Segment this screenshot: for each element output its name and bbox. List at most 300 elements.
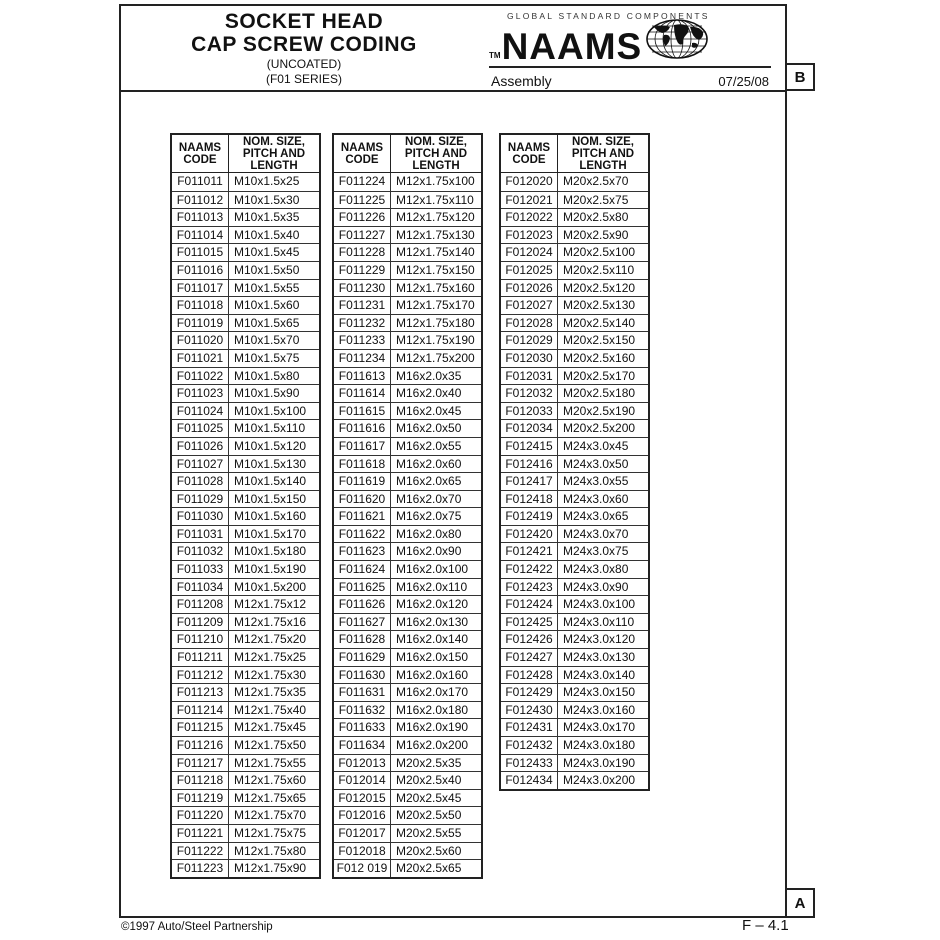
naams-code-cell: F012014 bbox=[334, 772, 391, 789]
naams-code-cell: F011034 bbox=[172, 579, 229, 596]
table-row bbox=[334, 789, 481, 807]
naams-code-cell: F011633 bbox=[334, 719, 391, 736]
naams-code-cell: F011632 bbox=[334, 702, 391, 719]
naams-code-cell: F011627 bbox=[334, 614, 391, 631]
table-row bbox=[334, 437, 481, 455]
naams-code-cell: F012 019 bbox=[334, 860, 391, 877]
table-row bbox=[334, 578, 481, 596]
table-row bbox=[172, 208, 319, 226]
size-pitch-length-cell: M20x2.5x110 bbox=[563, 262, 635, 277]
size-pitch-length-cell: M20x2.5x45 bbox=[396, 790, 462, 805]
naams-code-cell: F012031 bbox=[501, 368, 558, 385]
table-row bbox=[334, 666, 481, 684]
naams-code-cell: F011021 bbox=[172, 350, 229, 367]
naams-code-cell: F011020 bbox=[172, 332, 229, 349]
naams-code-cell: F011214 bbox=[172, 702, 229, 719]
size-pitch-length-cell: M16x2.0x65 bbox=[396, 474, 462, 489]
naams-code-cell: F012024 bbox=[501, 244, 558, 261]
size-pitch-length-cell: M10x1.5x120 bbox=[234, 438, 307, 453]
table-row bbox=[334, 630, 481, 648]
naams-code-cell: F011224 bbox=[334, 173, 391, 191]
naams-code-cell: F011032 bbox=[172, 543, 229, 560]
size-pitch-length-cell: M24x3.0x50 bbox=[563, 456, 629, 471]
table-row bbox=[501, 191, 648, 209]
table-row bbox=[334, 331, 481, 349]
size-pitch-length-cell: M24x3.0x170 bbox=[563, 720, 636, 735]
table-row bbox=[501, 542, 648, 560]
table-row bbox=[172, 173, 319, 191]
column-header-size: NOM. SIZE, PITCH AND LENGTH bbox=[404, 135, 468, 172]
table-row bbox=[172, 331, 319, 349]
size-pitch-length-cell: M24x3.0x200 bbox=[563, 773, 636, 788]
size-pitch-length-cell: M12x1.75x16 bbox=[234, 614, 307, 629]
naams-code-cell: F012029 bbox=[501, 332, 558, 349]
naams-code-cell: F011623 bbox=[334, 543, 391, 560]
table-row bbox=[334, 806, 481, 824]
globe-icon bbox=[646, 19, 708, 64]
table-row bbox=[501, 419, 648, 437]
naams-code-cell: F012013 bbox=[334, 755, 391, 772]
table-row bbox=[172, 578, 319, 596]
naams-code-cell: F012418 bbox=[501, 491, 558, 508]
naams-code-cell: F012034 bbox=[501, 420, 558, 437]
size-pitch-length-cell: M20x2.5x60 bbox=[396, 843, 462, 858]
table-row bbox=[334, 701, 481, 719]
size-pitch-length-cell: M10x1.5x60 bbox=[234, 298, 300, 313]
naams-code-cell: F011211 bbox=[172, 649, 229, 666]
naams-code-cell: F011216 bbox=[172, 737, 229, 754]
table-row bbox=[172, 455, 319, 473]
size-pitch-length-cell: M20x2.5x120 bbox=[563, 280, 636, 295]
table-row bbox=[334, 507, 481, 525]
size-pitch-length-cell: M20x2.5x140 bbox=[563, 315, 636, 330]
table-row bbox=[501, 384, 648, 402]
naams-code-cell: F011215 bbox=[172, 719, 229, 736]
size-pitch-length-cell: M10x1.5x150 bbox=[234, 491, 307, 506]
table-row bbox=[172, 824, 319, 842]
naams-code-cell: F011231 bbox=[334, 297, 391, 314]
size-pitch-length-cell: M24x3.0x45 bbox=[563, 438, 629, 453]
naams-code-cell: F011226 bbox=[334, 209, 391, 226]
revision-date: 07/25/08 bbox=[718, 74, 769, 89]
table-row bbox=[334, 243, 481, 261]
table-row bbox=[501, 630, 648, 648]
naams-code-cell: F012026 bbox=[501, 280, 558, 297]
size-pitch-length-cell: M10x1.5x80 bbox=[234, 368, 300, 383]
naams-code-cell: F012023 bbox=[501, 227, 558, 244]
naams-code-cell: F011220 bbox=[172, 807, 229, 824]
table-row bbox=[334, 490, 481, 508]
table-row bbox=[501, 173, 648, 191]
table-row bbox=[501, 648, 648, 666]
table-row bbox=[501, 455, 648, 473]
table-row bbox=[172, 648, 319, 666]
naams-code-cell: F011019 bbox=[172, 315, 229, 332]
table-row bbox=[501, 754, 648, 772]
table-row bbox=[334, 296, 481, 314]
size-pitch-length-cell: M10x1.5x35 bbox=[234, 210, 300, 225]
revision-badge: B bbox=[785, 63, 815, 91]
table-row bbox=[334, 349, 481, 367]
brand-logo-row bbox=[489, 19, 771, 66]
title-block-header bbox=[121, 6, 785, 92]
size-pitch-length-cell: M10x1.5x75 bbox=[234, 350, 300, 365]
size-pitch-length-cell: M20x2.5x190 bbox=[563, 403, 636, 418]
table-row bbox=[172, 666, 319, 684]
table-row bbox=[334, 754, 481, 772]
naams-code-cell: F011028 bbox=[172, 473, 229, 490]
naams-code-cell: F011222 bbox=[172, 843, 229, 860]
table-row bbox=[172, 191, 319, 209]
naams-code-cell: F011634 bbox=[334, 737, 391, 754]
naams-code-cell: F011015 bbox=[172, 244, 229, 261]
naams-code-cell: F011630 bbox=[334, 667, 391, 684]
table-row bbox=[172, 718, 319, 736]
size-pitch-length-cell: M16x2.0x100 bbox=[396, 562, 469, 577]
naams-code-cell: F011619 bbox=[334, 473, 391, 490]
size-pitch-length-cell: M20x2.5x35 bbox=[396, 755, 462, 770]
naams-code-cell: F012415 bbox=[501, 438, 558, 455]
naams-code-cell: F011228 bbox=[334, 244, 391, 261]
naams-code-cell: F011027 bbox=[172, 456, 229, 473]
table-row bbox=[172, 595, 319, 613]
naams-brand-block bbox=[489, 11, 771, 91]
subtitle-uncoated: (UNCOATED) bbox=[266, 57, 342, 71]
size-pitch-length-cell: M20x2.5x70 bbox=[563, 174, 629, 188]
column-header-naams-code: NAAMS CODE bbox=[501, 135, 558, 172]
table-row bbox=[334, 771, 481, 789]
table-row bbox=[172, 314, 319, 332]
naams-code-cell: F012434 bbox=[501, 772, 558, 789]
size-pitch-length-cell: M10x1.5x140 bbox=[234, 474, 307, 489]
naams-code-cell: F011208 bbox=[172, 596, 229, 613]
table-row bbox=[172, 490, 319, 508]
size-pitch-length-cell: M16x2.0x110 bbox=[396, 579, 468, 594]
size-pitch-length-cell: M12x1.75x70 bbox=[234, 808, 307, 823]
size-pitch-length-cell: M20x2.5x130 bbox=[563, 298, 636, 313]
size-pitch-length-cell: M24x3.0x190 bbox=[563, 755, 636, 770]
table-header bbox=[172, 135, 319, 173]
size-pitch-length-cell: M12x1.75x180 bbox=[396, 315, 475, 330]
document-title bbox=[149, 10, 459, 86]
naams-code-cell: F011227 bbox=[334, 227, 391, 244]
size-pitch-length-cell: M10x1.5x200 bbox=[234, 579, 307, 594]
naams-code-cell: F011024 bbox=[172, 403, 229, 420]
table-row bbox=[172, 349, 319, 367]
naams-code-cell: F012424 bbox=[501, 596, 558, 613]
table-row bbox=[334, 859, 481, 877]
size-pitch-length-cell: M12x1.75x140 bbox=[396, 245, 475, 260]
table-row bbox=[334, 402, 481, 420]
size-pitch-length-cell: M20x2.5x50 bbox=[396, 808, 462, 823]
naams-code-cell: F012017 bbox=[334, 825, 391, 842]
size-pitch-length-cell: M16x2.0x80 bbox=[396, 526, 462, 541]
table-row bbox=[334, 173, 481, 191]
table-row bbox=[172, 789, 319, 807]
column-header-naams-code: NAAMS CODE bbox=[172, 135, 229, 172]
naams-code-cell: F011014 bbox=[172, 227, 229, 244]
table-row bbox=[172, 754, 319, 772]
trademark-symbol: TM bbox=[489, 51, 501, 60]
size-pitch-length-cell: M12x1.75x50 bbox=[234, 738, 307, 752]
size-pitch-length-cell: M10x1.5x30 bbox=[234, 192, 300, 207]
naams-code-cell: F011213 bbox=[172, 684, 229, 701]
size-pitch-length-cell: M10x1.5x50 bbox=[234, 262, 300, 277]
size-pitch-length-cell: M16x2.0x200 bbox=[396, 738, 469, 752]
size-pitch-length-cell: M20x2.5x200 bbox=[563, 421, 636, 436]
size-pitch-length-cell: M16x2.0x140 bbox=[396, 632, 469, 647]
table-row bbox=[172, 296, 319, 314]
naams-code-cell: F012417 bbox=[501, 473, 558, 490]
table-row bbox=[172, 630, 319, 648]
table-row bbox=[501, 296, 648, 314]
table-row bbox=[334, 261, 481, 279]
table-row bbox=[501, 331, 648, 349]
size-pitch-length-cell: M24x3.0x140 bbox=[563, 667, 636, 682]
naams-code-cell: F012420 bbox=[501, 526, 558, 543]
table-row bbox=[334, 718, 481, 736]
table-row bbox=[172, 279, 319, 297]
size-pitch-length-cell: M20x2.5x160 bbox=[563, 350, 636, 365]
table-row bbox=[501, 437, 648, 455]
naams-code-cell: F011628 bbox=[334, 631, 391, 648]
size-pitch-length-cell: M12x1.75x120 bbox=[396, 210, 475, 225]
size-pitch-length-cell: M16x2.0x35 bbox=[396, 368, 462, 383]
size-pitch-length-cell: M12x1.75x190 bbox=[396, 333, 475, 348]
size-pitch-length-cell: M24x3.0x160 bbox=[563, 702, 636, 717]
table-row bbox=[501, 683, 648, 701]
size-pitch-length-cell: M12x1.75x20 bbox=[234, 632, 307, 647]
table-row bbox=[334, 314, 481, 332]
naams-code-cell: F011617 bbox=[334, 438, 391, 455]
size-pitch-length-cell: M10x1.5x180 bbox=[234, 544, 307, 559]
table-row bbox=[172, 419, 319, 437]
size-pitch-length-cell: M12x1.75x60 bbox=[234, 773, 307, 788]
naams-code-cell: F011012 bbox=[172, 192, 229, 209]
naams-code-cell: F011217 bbox=[172, 755, 229, 772]
size-pitch-length-cell: M12x1.75x90 bbox=[234, 861, 307, 876]
size-pitch-length-cell: M24x3.0x75 bbox=[563, 544, 629, 559]
size-pitch-length-cell: M24x3.0x180 bbox=[563, 738, 636, 752]
naams-code-cell: F011219 bbox=[172, 790, 229, 807]
naams-code-cell: F012423 bbox=[501, 579, 558, 596]
naams-code-cell: F012433 bbox=[501, 755, 558, 772]
size-pitch-length-cell: M16x2.0x40 bbox=[396, 386, 462, 401]
size-pitch-length-cell: M20x2.5x75 bbox=[563, 192, 629, 207]
table-body bbox=[334, 173, 481, 877]
size-pitch-length-cell: M12x1.75x35 bbox=[234, 685, 307, 700]
size-pitch-length-cell: M16x2.0x90 bbox=[396, 544, 462, 559]
naams-code-cell: F012018 bbox=[334, 843, 391, 860]
size-pitch-length-cell: M12x1.75x65 bbox=[234, 790, 307, 805]
size-pitch-length-cell: M10x1.5x70 bbox=[234, 333, 300, 348]
size-pitch-length-cell: M16x2.0x130 bbox=[396, 614, 469, 629]
naams-code-cell: F012429 bbox=[501, 684, 558, 701]
size-pitch-length-cell: M12x1.75x170 bbox=[396, 298, 475, 313]
naams-code-cell: F012431 bbox=[501, 719, 558, 736]
size-pitch-length-cell: M10x1.5x110 bbox=[234, 421, 306, 436]
size-pitch-length-cell: M24x3.0x100 bbox=[563, 597, 636, 612]
size-pitch-length-cell: M10x1.5x160 bbox=[234, 509, 307, 524]
size-pitch-length-cell: M10x1.5x170 bbox=[234, 526, 307, 541]
naams-code-cell: F011026 bbox=[172, 438, 229, 455]
naams-code-cell: F011221 bbox=[172, 825, 229, 842]
naams-code-cell: F012419 bbox=[501, 508, 558, 525]
size-pitch-length-cell: M24x3.0x90 bbox=[563, 579, 629, 594]
size-pitch-length-cell: M16x2.0x45 bbox=[396, 403, 462, 418]
table-row bbox=[334, 648, 481, 666]
size-pitch-length-cell: M10x1.5x55 bbox=[234, 280, 300, 295]
code-table-1 bbox=[170, 133, 321, 879]
table-header bbox=[501, 135, 648, 173]
size-pitch-length-cell: M12x1.75x25 bbox=[234, 650, 307, 665]
brand-wordmark: NAAMS bbox=[501, 26, 643, 67]
naams-code-cell: F011011 bbox=[172, 173, 229, 191]
size-pitch-length-cell: M20x2.5x80 bbox=[563, 210, 629, 225]
table-row bbox=[334, 279, 481, 297]
naams-code-cell: F012426 bbox=[501, 631, 558, 648]
table-row bbox=[334, 683, 481, 701]
size-pitch-length-cell: M10x1.5x45 bbox=[234, 245, 300, 260]
table-row bbox=[334, 842, 481, 860]
subtitle-series: (F01 SERIES) bbox=[265, 72, 343, 86]
naams-code-cell: F011033 bbox=[172, 561, 229, 578]
size-pitch-length-cell: M12x1.75x100 bbox=[396, 174, 475, 188]
table-row bbox=[501, 490, 648, 508]
table-row bbox=[501, 472, 648, 490]
naams-code-cell: F011625 bbox=[334, 579, 391, 596]
size-pitch-length-cell: M16x2.0x55 bbox=[396, 438, 462, 453]
table-row bbox=[501, 718, 648, 736]
size-pitch-length-cell: M16x2.0x160 bbox=[396, 667, 469, 682]
naams-code-cell: F012421 bbox=[501, 543, 558, 560]
naams-code-cell: F011025 bbox=[172, 420, 229, 437]
size-pitch-length-cell: M20x2.5x40 bbox=[396, 773, 462, 788]
table-row bbox=[334, 525, 481, 543]
table-row bbox=[501, 261, 648, 279]
size-pitch-length-cell: M24x3.0x65 bbox=[563, 509, 629, 524]
naams-code-cell: F012020 bbox=[501, 173, 558, 191]
size-pitch-length-cell: M10x1.5x65 bbox=[234, 315, 300, 330]
size-pitch-length-cell: M12x1.75x160 bbox=[396, 280, 475, 295]
table-body bbox=[172, 173, 319, 877]
naams-code-cell: F011624 bbox=[334, 561, 391, 578]
table-row bbox=[501, 226, 648, 244]
naams-code-cell: F011621 bbox=[334, 508, 391, 525]
size-pitch-length-cell: M20x2.5x90 bbox=[563, 227, 629, 242]
size-pitch-length-cell: M16x2.0x150 bbox=[396, 650, 469, 665]
table-row bbox=[501, 666, 648, 684]
naams-code-cell: F012022 bbox=[501, 209, 558, 226]
copyright-text: ©1997 Auto/Steel Partnership bbox=[121, 921, 273, 933]
size-pitch-length-cell: M16x2.0x70 bbox=[396, 491, 462, 506]
table-row bbox=[172, 842, 319, 860]
size-pitch-length-cell: M24x3.0x60 bbox=[563, 491, 629, 506]
naams-code-cell: F012032 bbox=[501, 385, 558, 402]
table-row bbox=[172, 367, 319, 385]
table-row bbox=[334, 384, 481, 402]
size-pitch-length-cell: M16x2.0x190 bbox=[396, 720, 469, 735]
table-row bbox=[334, 613, 481, 631]
naams-code-cell: F011232 bbox=[334, 315, 391, 332]
size-pitch-length-cell: M24x3.0x120 bbox=[563, 632, 636, 647]
table-row bbox=[501, 314, 648, 332]
size-pitch-length-cell: M20x2.5x65 bbox=[396, 861, 462, 876]
table-row bbox=[334, 367, 481, 385]
naams-code-cell: F011620 bbox=[334, 491, 391, 508]
size-pitch-length-cell: M10x1.5x90 bbox=[234, 386, 300, 401]
table-row bbox=[501, 507, 648, 525]
size-pitch-length-cell: M20x2.5x100 bbox=[563, 245, 636, 260]
naams-code-cell: F011031 bbox=[172, 526, 229, 543]
table-row bbox=[172, 613, 319, 631]
naams-code-cell: F011622 bbox=[334, 526, 391, 543]
brand-tagline: GLOBAL STANDARD COMPONENTS bbox=[507, 11, 710, 21]
naams-code-cell: F012422 bbox=[501, 561, 558, 578]
naams-code-cell: F012428 bbox=[501, 667, 558, 684]
size-pitch-length-cell: M24x3.0x150 bbox=[563, 685, 636, 700]
table-body bbox=[501, 173, 648, 789]
naams-code-cell: F011626 bbox=[334, 596, 391, 613]
size-pitch-length-cell: M20x2.5x150 bbox=[563, 333, 636, 348]
size-pitch-length-cell: M10x1.5x190 bbox=[234, 562, 307, 577]
table-row bbox=[172, 402, 319, 420]
size-pitch-length-cell: M24x3.0x130 bbox=[563, 650, 636, 665]
naams-code-cell: F011629 bbox=[334, 649, 391, 666]
size-pitch-length-cell: M16x2.0x180 bbox=[396, 702, 469, 717]
naams-code-cell: F011230 bbox=[334, 280, 391, 297]
naams-code-cell: F011229 bbox=[334, 262, 391, 279]
table-row bbox=[172, 683, 319, 701]
table-row bbox=[334, 419, 481, 437]
naams-code-cell: F012027 bbox=[501, 297, 558, 314]
naams-code-cell: F012025 bbox=[501, 262, 558, 279]
table-row bbox=[334, 542, 481, 560]
column-header-naams-code: NAAMS CODE bbox=[334, 135, 391, 172]
table-row bbox=[334, 736, 481, 754]
size-pitch-length-cell: M16x2.0x60 bbox=[396, 456, 462, 471]
table-row bbox=[172, 560, 319, 578]
size-pitch-length-cell: M16x2.0x75 bbox=[396, 509, 462, 524]
size-pitch-length-cell: M24x3.0x80 bbox=[563, 562, 629, 577]
naams-code-cell: F012432 bbox=[501, 737, 558, 754]
naams-code-cell: F012430 bbox=[501, 702, 558, 719]
table-row bbox=[334, 226, 481, 244]
table-row bbox=[172, 384, 319, 402]
naams-code-cell: F011615 bbox=[334, 403, 391, 420]
size-pitch-length-cell: M10x1.5x40 bbox=[234, 227, 300, 242]
naams-code-cell: F011018 bbox=[172, 297, 229, 314]
naams-code-cell: F011030 bbox=[172, 508, 229, 525]
naams-code-cell: F011223 bbox=[172, 860, 229, 877]
size-pitch-length-cell: M10x1.5x100 bbox=[234, 403, 307, 418]
table-row bbox=[501, 613, 648, 631]
table-row bbox=[172, 243, 319, 261]
naams-code-cell: F011016 bbox=[172, 262, 229, 279]
column-header-size: NOM. SIZE, PITCH AND LENGTH bbox=[571, 135, 635, 172]
table-row bbox=[172, 507, 319, 525]
table-row bbox=[501, 367, 648, 385]
zone-badge: A bbox=[785, 888, 815, 918]
department-label: Assembly bbox=[491, 73, 552, 89]
naams-code-cell: F011209 bbox=[172, 614, 229, 631]
table-row bbox=[334, 560, 481, 578]
naams-code-cell: F011023 bbox=[172, 385, 229, 402]
table-row bbox=[334, 472, 481, 490]
table-row bbox=[172, 771, 319, 789]
size-pitch-length-cell: M20x2.5x180 bbox=[563, 386, 636, 401]
naams-code-cell: F012015 bbox=[334, 790, 391, 807]
